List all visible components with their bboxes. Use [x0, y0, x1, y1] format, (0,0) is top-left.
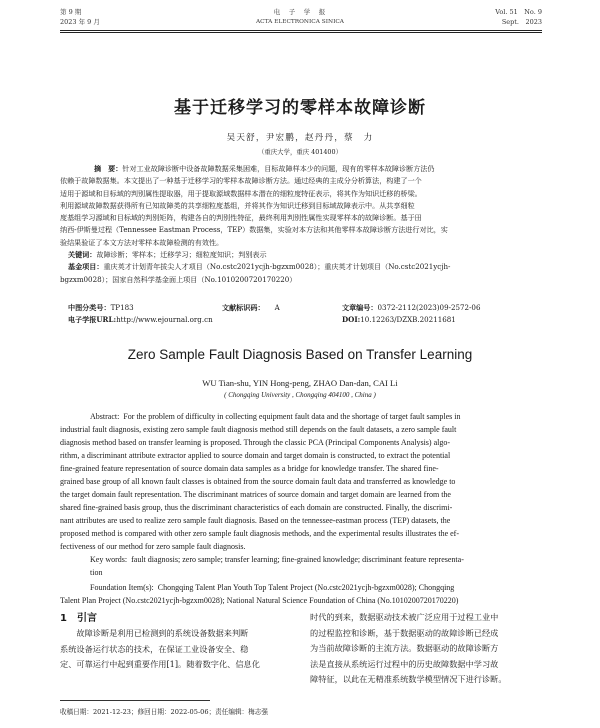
- foundation-en-label: Foundation Item(s):: [90, 583, 154, 592]
- funding-cn: 基金项目：重庆英才计划青年拔尖人才项目（No.cstc2021ycjh-bgzxm0028）；重庆英才计划项目（No.cstc2021ycjh-: [68, 262, 451, 272]
- abstract-en-line: fine-grained feature representation of source domain data samples as a bridge for knowledge transfer. The shared fine-: [60, 464, 439, 473]
- keywords-cn: 关键词：故障诊断；零样本；迁移学习；细粒度知识；判别表示: [68, 250, 267, 260]
- intro-line: 时代的到来，数据驱动技术被广泛应用于过程工业中: [310, 612, 499, 622]
- issue-number: 第 9 期: [60, 8, 82, 16]
- intro-line: 法是直接从系统运行过程中的历史故障数据中学习故: [310, 658, 499, 669]
- foundation-en: Foundation Item(s): Chongqing Talent Plan Youth Top Talent Project (No.cstc2021ycjh-bgzxm0028); Chongqing: [90, 583, 455, 592]
- clc-number: 中图分类号：TP183: [68, 303, 134, 312]
- doi: DOI:10.12263/DZXB.20211681: [342, 315, 456, 324]
- received-dates-footnote: 收稿日期：2021-12-23；修回日期：2022-05-06；责任编辑：梅志强: [60, 708, 268, 716]
- abstract-cn: [60, 163, 540, 286]
- intro-line: 障特征，以此在无精准系统数学模型情况下进行诊断。: [310, 674, 507, 684]
- abstract-en-line: diagnosis method based on transfer learning is proposed. Through the classic PCA (Principal Components Analysis) algo-: [60, 438, 451, 447]
- paper-title-cn: 基于迁移学习的零样本故障诊断: [174, 98, 426, 118]
- intro-line: 系统设备运行状态的技术，在保证工业设备安全、稳: [60, 643, 249, 654]
- intro-right-column: [310, 610, 544, 688]
- document-code: 文献标识码： A: [222, 303, 280, 312]
- issue-date-en: Sept. 2023: [501, 18, 542, 26]
- abstract-cn-line: 纳西-伊斯曼过程（Tennessee Eastman Process，TEP）数据集，实验对本方法和其他零样本故障诊断方法进行对比，实: [60, 225, 448, 235]
- header-rule-thin: [60, 32, 542, 33]
- article-number: 文章编号：0372-2112(2023)09-2572-06: [342, 303, 481, 312]
- journal-url: 电子学报URL:http://www.ejournal.org.cn: [68, 315, 213, 324]
- abstract-en-line: proposed method is compared with other zero sample fault diagnosis methods, and the experimental results illustrates the ef-: [60, 529, 460, 538]
- intro-left-column: [60, 626, 294, 673]
- issue-date: 2023 年 9 月: [60, 18, 100, 26]
- paper-title-en: Zero Sample Fault Diagnosis Based on Transfer Learning: [127, 347, 473, 362]
- funding-cn-line2: bgzxm0028）；国家自然科学基金面上项目（No.1010200720170220）: [60, 274, 297, 284]
- authors-cn: 吴天舒，尹宏鹏，赵丹丹，蔡 力: [226, 133, 374, 143]
- abstract-en-line: industrial fault diagnosis, existing zero sample fault diagnosis method still depends on the fault datasets, a zero sample fault: [60, 425, 457, 434]
- journal-name-cn: 电 子 学 报: [273, 8, 327, 16]
- abstract-cn-line: 验结果验证了本文方法对零样本故障检测的有效性。: [60, 237, 224, 247]
- abstract-en-line: shared fine-grained basis group, thus the discriminant characteristics of each domain are constructed. Finally, the discrimi-: [60, 503, 453, 512]
- journal-name-en: ACTA ELECTRONICA SINICA: [255, 19, 344, 25]
- keywords-en: Key words: fault diagnosis; zero sample; transfer learning; fine-grained knowledge; discriminant feature representa-: [90, 555, 464, 564]
- abstract-cn-line: 依赖于故障数据集。本文提出了一种基于迁移学习的零样本故障诊断方法。通过经典的主成分分析算法，构建了一个: [60, 176, 422, 186]
- abstract-en: [60, 410, 540, 607]
- abstract-en-line: fectiveness of our method for zero sample fault diagnosis.: [60, 542, 246, 551]
- keywords-en-label: Key words:: [90, 555, 128, 564]
- abstract-en-line: rithm, a discriminant attribute extractor applied to source domain and target domain is constructed, to extract the potential: [60, 451, 451, 460]
- abstract-en-line: the target domain fault representation. The discriminant matrices of source domain and target domain are learned from the: [60, 490, 451, 499]
- volume-number: Vol. 51 No. 9: [495, 8, 542, 16]
- intro-line: 定、可靠运行中起到重要作用[1]。随着数字化、信息化: [60, 659, 260, 669]
- abstract-cn-line: 度基组学习源域和目标域的判别矩阵，构建各自的判别性特征，最终利用判别性属性实现零样本的故障诊断。基于田: [60, 213, 422, 223]
- funding-cn-label: 基金项目：: [68, 262, 104, 272]
- affiliation-cn: （重庆大学，重庆 401400）: [258, 148, 342, 156]
- abstract-en-line: Abstract: For the problem of difficulty in collecting equipment fault data and the shortage of target fault samples in: [90, 412, 461, 421]
- footnote-rule: [60, 700, 210, 701]
- intro-line: 的过程监控和诊断，基于数据驱动的故障诊断已经成: [310, 627, 499, 638]
- abstract-cn-line: 摘 要：针对工业故障诊断中设备故障数据采集困难，目标故障样本少的问题，现有的零样本故障诊断方法仍: [94, 164, 435, 173]
- affiliation-en: ( Chongqing University , Chongqing 404100 , China ): [224, 391, 376, 399]
- section-heading-introduction: 1 引言: [60, 613, 97, 624]
- abstract-cn-line: 适用于源域和目标域的判别属性提取器，用于提取源域数据样本潜在的细粒度特征表示，将其作为知识迁移的桥梁。: [60, 188, 422, 198]
- abstract-en-line: grained base group of all known fault classes is obtained from the source domain fault data and transferred as knowledge to: [60, 477, 456, 486]
- intro-line: 故障诊断是利用已检测到的系统设备数据来判断: [60, 628, 249, 638]
- header-rule: [60, 30, 542, 31]
- foundation-en-line2: Talent Plan Project (No.cstc2021ycjh-bgzxm0028); National Natural Science Foundation of China (No.1010200720170220): [60, 596, 459, 605]
- intro-line: 为当前故障诊断的主流方法。数据驱动的故障诊断方: [310, 643, 499, 653]
- keywords-cn-label: 关键词：: [68, 250, 97, 260]
- abstract-en-label: Abstract:: [90, 412, 120, 421]
- authors-en: WU Tian-shu, YIN Hong-peng, ZHAO Dan-dan, CAI Li: [202, 378, 398, 388]
- abstract-cn-line: 利用源域故障数据获得所有已知故障类的共享细粒度基组，并将其作为知识迁移到目标域故障表示中。从共享细粒: [60, 200, 415, 210]
- keywords-en-line2: tion: [90, 568, 103, 577]
- abstract-en-line: nant attributes are used to realize zero sample fault diagnosis. Based on the tennessee-eastman process (TEP) datasets, the: [60, 516, 451, 525]
- abstract-cn-label: 摘 要：: [94, 164, 123, 173]
